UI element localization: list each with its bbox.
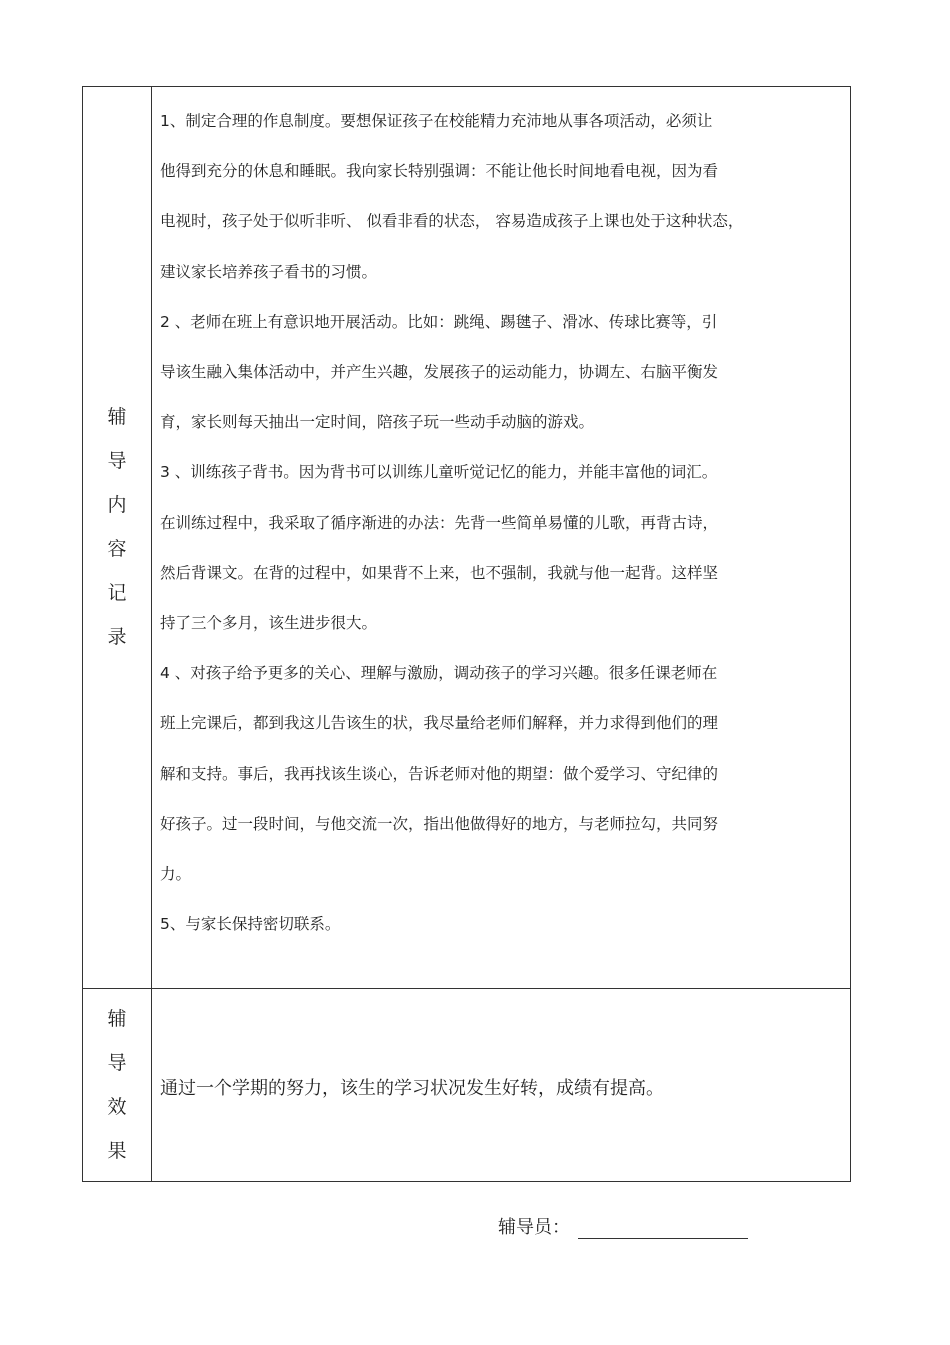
effect-label-cell <box>83 989 152 1182</box>
content-line: 他得到充分的休息和睡眠。我向家长特别强调：不能让他长时间地看电视，因为看 <box>160 162 719 181</box>
signature-area <box>498 1213 748 1239</box>
content-line: 3 、训练孩子背书。因为背书可以训练儿童听觉记忆的能力，并能丰富他的词汇。 <box>160 463 718 482</box>
signature-line <box>578 1214 748 1239</box>
content-row <box>83 87 851 989</box>
content-line: 解和支持。事后，我再找该生谈心，告诉老师对他的期望：做个爱学习、守纪律的 <box>160 764 719 783</box>
content-line: 4 、对孩子给予更多的关心、理解与激励，调动孩子的学习兴趣。很多任课老师在 <box>160 664 718 683</box>
content-line: 班上完课后，都到我这儿告该生的状，我尽量给老师们解释，并力求得到他们的理 <box>160 714 719 733</box>
content-line: 育，家长则每天抽出一定时间，陪孩子玩一些动手动脑的游戏。 <box>160 413 595 432</box>
content-line: 好孩子。过一段时间，与他交流一次，指出他做得好的地方，与老师拉勾，共同努 <box>160 814 719 833</box>
effect-label <box>83 989 151 1173</box>
content-line: 持了三个多月，该生进步很大。 <box>160 614 378 633</box>
content-line: 导该生融入集体活动中，并产生兴趣，发展孩子的运动能力，协调左、右脑平衡发 <box>160 363 719 382</box>
content-line: 1、制定合理的作息制度。要想保证孩子在校能精力充沛地从事各项活动，必须让 <box>160 112 713 130</box>
content-label <box>83 87 151 659</box>
content-line: 2 、老师在班上有意识地开展活动。比如：跳绳、踢毽子、滑冰、传球比赛等，引 <box>160 312 718 331</box>
content-label-char: 容 <box>107 538 127 560</box>
content-label-char: 记 <box>107 582 127 604</box>
content-line: 力。 <box>160 865 192 884</box>
signature-label: 辅导员： <box>498 1217 570 1238</box>
content-label-char: 内 <box>107 494 127 516</box>
content-line: 然后背课文。在背的过程中，如果背不上来，也不强制，我就与他一起背。这样坚 <box>160 563 719 582</box>
content-line: 5、与家长保持密切联系。 <box>160 915 341 934</box>
content-line: 建议家长培养孩子看书的习惯。 <box>160 262 378 281</box>
content-text-cell <box>152 87 851 989</box>
content-line: 在训练过程中，我采取了循序渐进的办法：先背一些简单易懂的儿歌，再背古诗， <box>160 513 719 532</box>
content-line: 电视时，孩子处于似听非听、 似看非看的状态， 容易造成孩子上课也处于这种状态， <box>160 212 744 231</box>
effect-row <box>83 989 851 1182</box>
effect-label-char: 辅 <box>107 1008 127 1030</box>
content-label-cell <box>83 87 152 989</box>
counseling-record-table <box>82 86 851 1182</box>
effect-text-cell <box>152 989 851 1182</box>
effect-label-char: 导 <box>107 1052 127 1074</box>
content-label-char: 录 <box>107 626 127 648</box>
effect-text: 通过一个学期的努力，该生的学习状况发生好转，成绩有提高。 <box>160 1078 664 1099</box>
content-label-char: 辅 <box>107 406 127 428</box>
content-label-char: 导 <box>107 450 127 472</box>
effect-label-char: 效 <box>107 1096 127 1118</box>
effect-label-char: 果 <box>107 1140 127 1162</box>
